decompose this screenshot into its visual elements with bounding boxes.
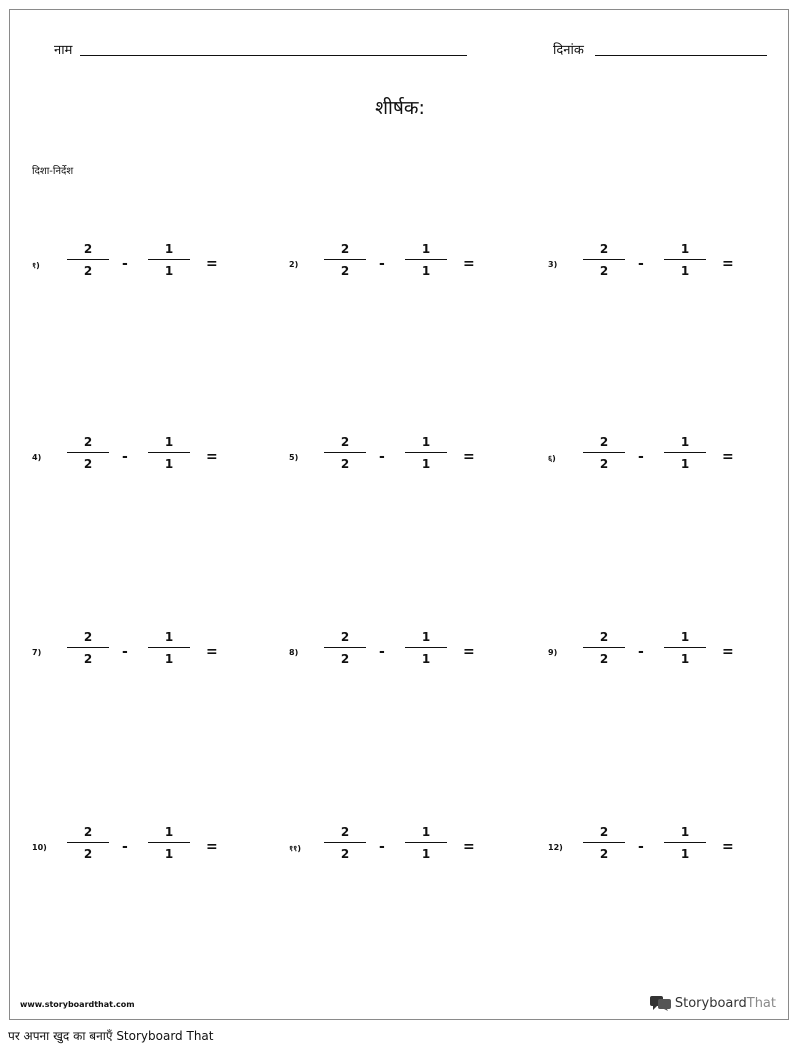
fraction-b xyxy=(405,242,447,278)
fraction-a xyxy=(324,630,366,666)
problem-number: 8) xyxy=(289,648,299,657)
fraction-bar xyxy=(148,259,190,260)
equals-sign: = xyxy=(722,256,734,272)
fraction-a xyxy=(324,825,366,861)
fraction-a xyxy=(67,825,109,861)
problem-item xyxy=(32,435,252,483)
equals-sign: = xyxy=(463,839,475,855)
fraction-numerator: 2 xyxy=(599,825,609,839)
fraction-numerator: 1 xyxy=(421,242,431,256)
fraction-b xyxy=(664,435,706,471)
footer-url: www.storyboardthat.com xyxy=(20,1000,135,1009)
fraction-bar xyxy=(324,259,366,260)
equals-sign: = xyxy=(722,449,734,465)
worksheet-page xyxy=(9,9,789,1020)
minus-sign: - xyxy=(122,839,128,855)
fraction-numerator: 2 xyxy=(599,435,609,449)
fraction-denominator: 2 xyxy=(340,652,350,666)
fraction-bar xyxy=(405,259,447,260)
fraction-bar xyxy=(67,647,109,648)
directions-label: दिशा-निर्देश xyxy=(32,166,74,177)
fraction-denominator: 1 xyxy=(680,847,690,861)
fraction-b xyxy=(148,825,190,861)
fraction-b xyxy=(405,630,447,666)
equals-sign: = xyxy=(206,839,218,855)
problem-number: ६) xyxy=(548,454,556,463)
fraction-bar xyxy=(664,647,706,648)
problem-number: 3) xyxy=(548,260,558,269)
minus-sign: - xyxy=(379,644,385,660)
equals-sign: = xyxy=(463,644,475,660)
fraction-numerator: 1 xyxy=(680,242,690,256)
fraction-bar xyxy=(583,452,625,453)
bottom-caption: पर अपना खुद का बनाएँ Storyboard That xyxy=(8,1029,214,1043)
minus-sign: - xyxy=(122,644,128,660)
problem-item xyxy=(548,630,768,678)
minus-sign: - xyxy=(379,839,385,855)
fraction-numerator: 1 xyxy=(164,242,174,256)
fraction-numerator: 2 xyxy=(340,825,350,839)
fraction-a xyxy=(583,630,625,666)
fraction-numerator: 1 xyxy=(680,630,690,644)
problem-number: 7) xyxy=(32,648,42,657)
problem-item xyxy=(289,435,509,483)
fraction-bar xyxy=(148,842,190,843)
fraction-denominator: 1 xyxy=(164,847,174,861)
problem-item xyxy=(548,242,768,290)
fraction-bar xyxy=(148,647,190,648)
problem-number: १) xyxy=(32,261,40,270)
fraction-bar xyxy=(583,842,625,843)
fraction-numerator: 1 xyxy=(421,825,431,839)
brand-logo xyxy=(650,995,776,1011)
name-field-line[interactable] xyxy=(80,55,467,56)
fraction-a xyxy=(67,242,109,278)
worksheet-title: शीर्षक: xyxy=(375,97,425,119)
fraction-numerator: 2 xyxy=(83,630,93,644)
fraction-numerator: 1 xyxy=(164,630,174,644)
fraction-a xyxy=(324,242,366,278)
date-label: दिनांक xyxy=(553,43,584,58)
minus-sign: - xyxy=(638,449,644,465)
fraction-bar xyxy=(664,842,706,843)
problem-number: ११) xyxy=(289,844,301,853)
fraction-bar xyxy=(583,259,625,260)
fraction-bar xyxy=(664,452,706,453)
problem-item xyxy=(289,825,509,873)
fraction-b xyxy=(148,242,190,278)
fraction-numerator: 2 xyxy=(340,435,350,449)
problem-number: 9) xyxy=(548,648,558,657)
fraction-denominator: 2 xyxy=(599,264,609,278)
fraction-numerator: 1 xyxy=(421,435,431,449)
fraction-b xyxy=(664,630,706,666)
problem-number: 10) xyxy=(32,843,47,852)
fraction-a xyxy=(67,630,109,666)
equals-sign: = xyxy=(206,256,218,272)
equals-sign: = xyxy=(722,644,734,660)
fraction-bar xyxy=(67,259,109,260)
fraction-denominator: 2 xyxy=(83,847,93,861)
fraction-bar xyxy=(148,452,190,453)
problem-item xyxy=(548,825,768,873)
fraction-a xyxy=(583,435,625,471)
fraction-a xyxy=(583,242,625,278)
fraction-numerator: 1 xyxy=(164,825,174,839)
name-label: नाम xyxy=(54,43,73,58)
fraction-numerator: 2 xyxy=(83,242,93,256)
problem-item xyxy=(32,242,252,290)
fraction-numerator: 1 xyxy=(680,435,690,449)
problem-number: 12) xyxy=(548,843,563,852)
fraction-denominator: 1 xyxy=(421,264,431,278)
fraction-b xyxy=(405,435,447,471)
problem-item xyxy=(289,630,509,678)
fraction-denominator: 1 xyxy=(164,264,174,278)
fraction-bar xyxy=(405,842,447,843)
fraction-denominator: 1 xyxy=(680,457,690,471)
fraction-denominator: 2 xyxy=(599,652,609,666)
fraction-numerator: 2 xyxy=(599,630,609,644)
fraction-bar xyxy=(324,842,366,843)
equals-sign: = xyxy=(722,839,734,855)
fraction-denominator: 1 xyxy=(680,264,690,278)
fraction-bar xyxy=(583,647,625,648)
fraction-bar xyxy=(405,452,447,453)
fraction-numerator: 1 xyxy=(421,630,431,644)
fraction-b xyxy=(664,242,706,278)
problem-item xyxy=(32,825,252,873)
brand-name: StoryboardThat xyxy=(674,995,776,1011)
fraction-denominator: 2 xyxy=(599,457,609,471)
equals-sign: = xyxy=(463,256,475,272)
fraction-numerator: 2 xyxy=(83,435,93,449)
fraction-b xyxy=(148,435,190,471)
fraction-denominator: 2 xyxy=(340,847,350,861)
fraction-bar xyxy=(405,647,447,648)
fraction-denominator: 1 xyxy=(680,652,690,666)
minus-sign: - xyxy=(379,449,385,465)
fraction-bar xyxy=(67,842,109,843)
problem-item xyxy=(289,242,509,290)
minus-sign: - xyxy=(638,644,644,660)
fraction-numerator: 1 xyxy=(164,435,174,449)
fraction-numerator: 2 xyxy=(340,630,350,644)
fraction-denominator: 1 xyxy=(421,847,431,861)
problem-item xyxy=(32,630,252,678)
fraction-b xyxy=(148,630,190,666)
fraction-denominator: 2 xyxy=(340,457,350,471)
fraction-numerator: 2 xyxy=(83,825,93,839)
fraction-denominator: 2 xyxy=(83,652,93,666)
fraction-denominator: 2 xyxy=(83,264,93,278)
minus-sign: - xyxy=(379,256,385,272)
fraction-bar xyxy=(67,452,109,453)
fraction-a xyxy=(324,435,366,471)
equals-sign: = xyxy=(463,449,475,465)
equals-sign: = xyxy=(206,644,218,660)
equals-sign: = xyxy=(206,449,218,465)
fraction-bar xyxy=(324,452,366,453)
fraction-denominator: 1 xyxy=(164,457,174,471)
fraction-a xyxy=(583,825,625,861)
fraction-denominator: 2 xyxy=(599,847,609,861)
minus-sign: - xyxy=(122,449,128,465)
problem-number: 5) xyxy=(289,453,299,462)
fraction-bar xyxy=(324,647,366,648)
fraction-b xyxy=(405,825,447,861)
fraction-numerator: 1 xyxy=(680,825,690,839)
fraction-denominator: 1 xyxy=(421,652,431,666)
fraction-numerator: 2 xyxy=(599,242,609,256)
fraction-numerator: 2 xyxy=(340,242,350,256)
minus-sign: - xyxy=(122,256,128,272)
fraction-denominator: 1 xyxy=(164,652,174,666)
fraction-denominator: 2 xyxy=(340,264,350,278)
fraction-bar xyxy=(664,259,706,260)
problem-number: 4) xyxy=(32,453,42,462)
problem-number: 2) xyxy=(289,260,299,269)
minus-sign: - xyxy=(638,256,644,272)
storyboard-speech-bubbles-icon xyxy=(650,995,672,1011)
fraction-denominator: 2 xyxy=(83,457,93,471)
fraction-denominator: 1 xyxy=(421,457,431,471)
date-field-line[interactable] xyxy=(595,55,767,56)
fraction-b xyxy=(664,825,706,861)
minus-sign: - xyxy=(638,839,644,855)
fraction-a xyxy=(67,435,109,471)
problem-item xyxy=(548,435,768,483)
